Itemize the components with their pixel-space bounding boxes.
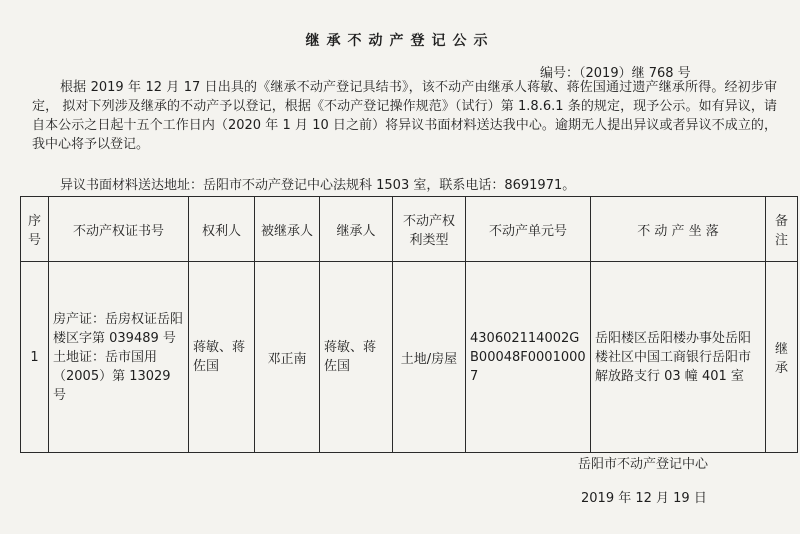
cell-decedent: 邓正南 (255, 262, 320, 453)
header-unit-no: 不动产单元号 (466, 197, 591, 262)
cell-unit-no: 430602114002GB00048F00010007 (466, 262, 591, 453)
registration-table (20, 196, 798, 453)
cell-right-type: 土地/房屋 (393, 262, 466, 453)
cell-holder: 蒋敏、蒋佐国 (189, 262, 255, 453)
cell-seq: 1 (21, 262, 49, 453)
cert-land: 土地证：岳市国用（2005）第 13029 号 (53, 349, 171, 403)
table-row (21, 262, 798, 453)
header-location: 不 动 产 坐 落 (591, 197, 766, 262)
header-right-type: 不动产权利类型 (393, 197, 466, 262)
notice-paragraph: 根据 2019 年 12 月 17 日出具的《继承不动产登记具结书》，该不动产由继承人蒋敏、蒋佐国通过遗产继承所得。经初步审定， 拟对下列涉及继承的不动产予以登记，根据《不动产登记操作规范》（试行）第 1.8.6.1 条的规定，现予公示。如有异议，请自本公示之日起十五个工作日内（2020 年 1 月 10 日之前）将异议书面材料送达我中心。逾期无人提出异议或者异议不成立的，我中心将予以登记。 (32, 80, 777, 152)
footer-organization: 岳阳市不动产登记中心 (578, 457, 709, 472)
document-number: 编号：（2019）继 768 号 (540, 66, 691, 81)
header-heir: 继承人 (320, 197, 393, 262)
header-remark: 备注 (766, 197, 798, 262)
table-header-row (21, 197, 798, 262)
cell-cert-no (49, 262, 189, 453)
objection-address: 异议书面材料送达地址：岳阳市不动产登记中心法规科 1503 室，联系电话：8691971。 (60, 178, 576, 193)
cell-remark: 继承 (766, 262, 798, 453)
page-title: 继承不动产登记公示 (305, 33, 495, 49)
header-holder: 权利人 (189, 197, 255, 262)
header-decedent: 被继承人 (255, 197, 320, 262)
footer-date: 2019 年 12 月 19 日 (581, 491, 707, 506)
cert-property: 房产证：岳房权证岳阳楼区字第 039489 号 (53, 311, 184, 346)
header-seq: 序号 (21, 197, 49, 262)
header-cert-no: 不动产权证书号 (49, 197, 189, 262)
cell-location: 岳阳楼区岳阳楼办事处岳阳楼社区中国工商银行岳阳市解放路支行 03 幢 401 室 (591, 262, 766, 453)
cell-heir: 蒋敏、蒋佐国 (320, 262, 393, 453)
